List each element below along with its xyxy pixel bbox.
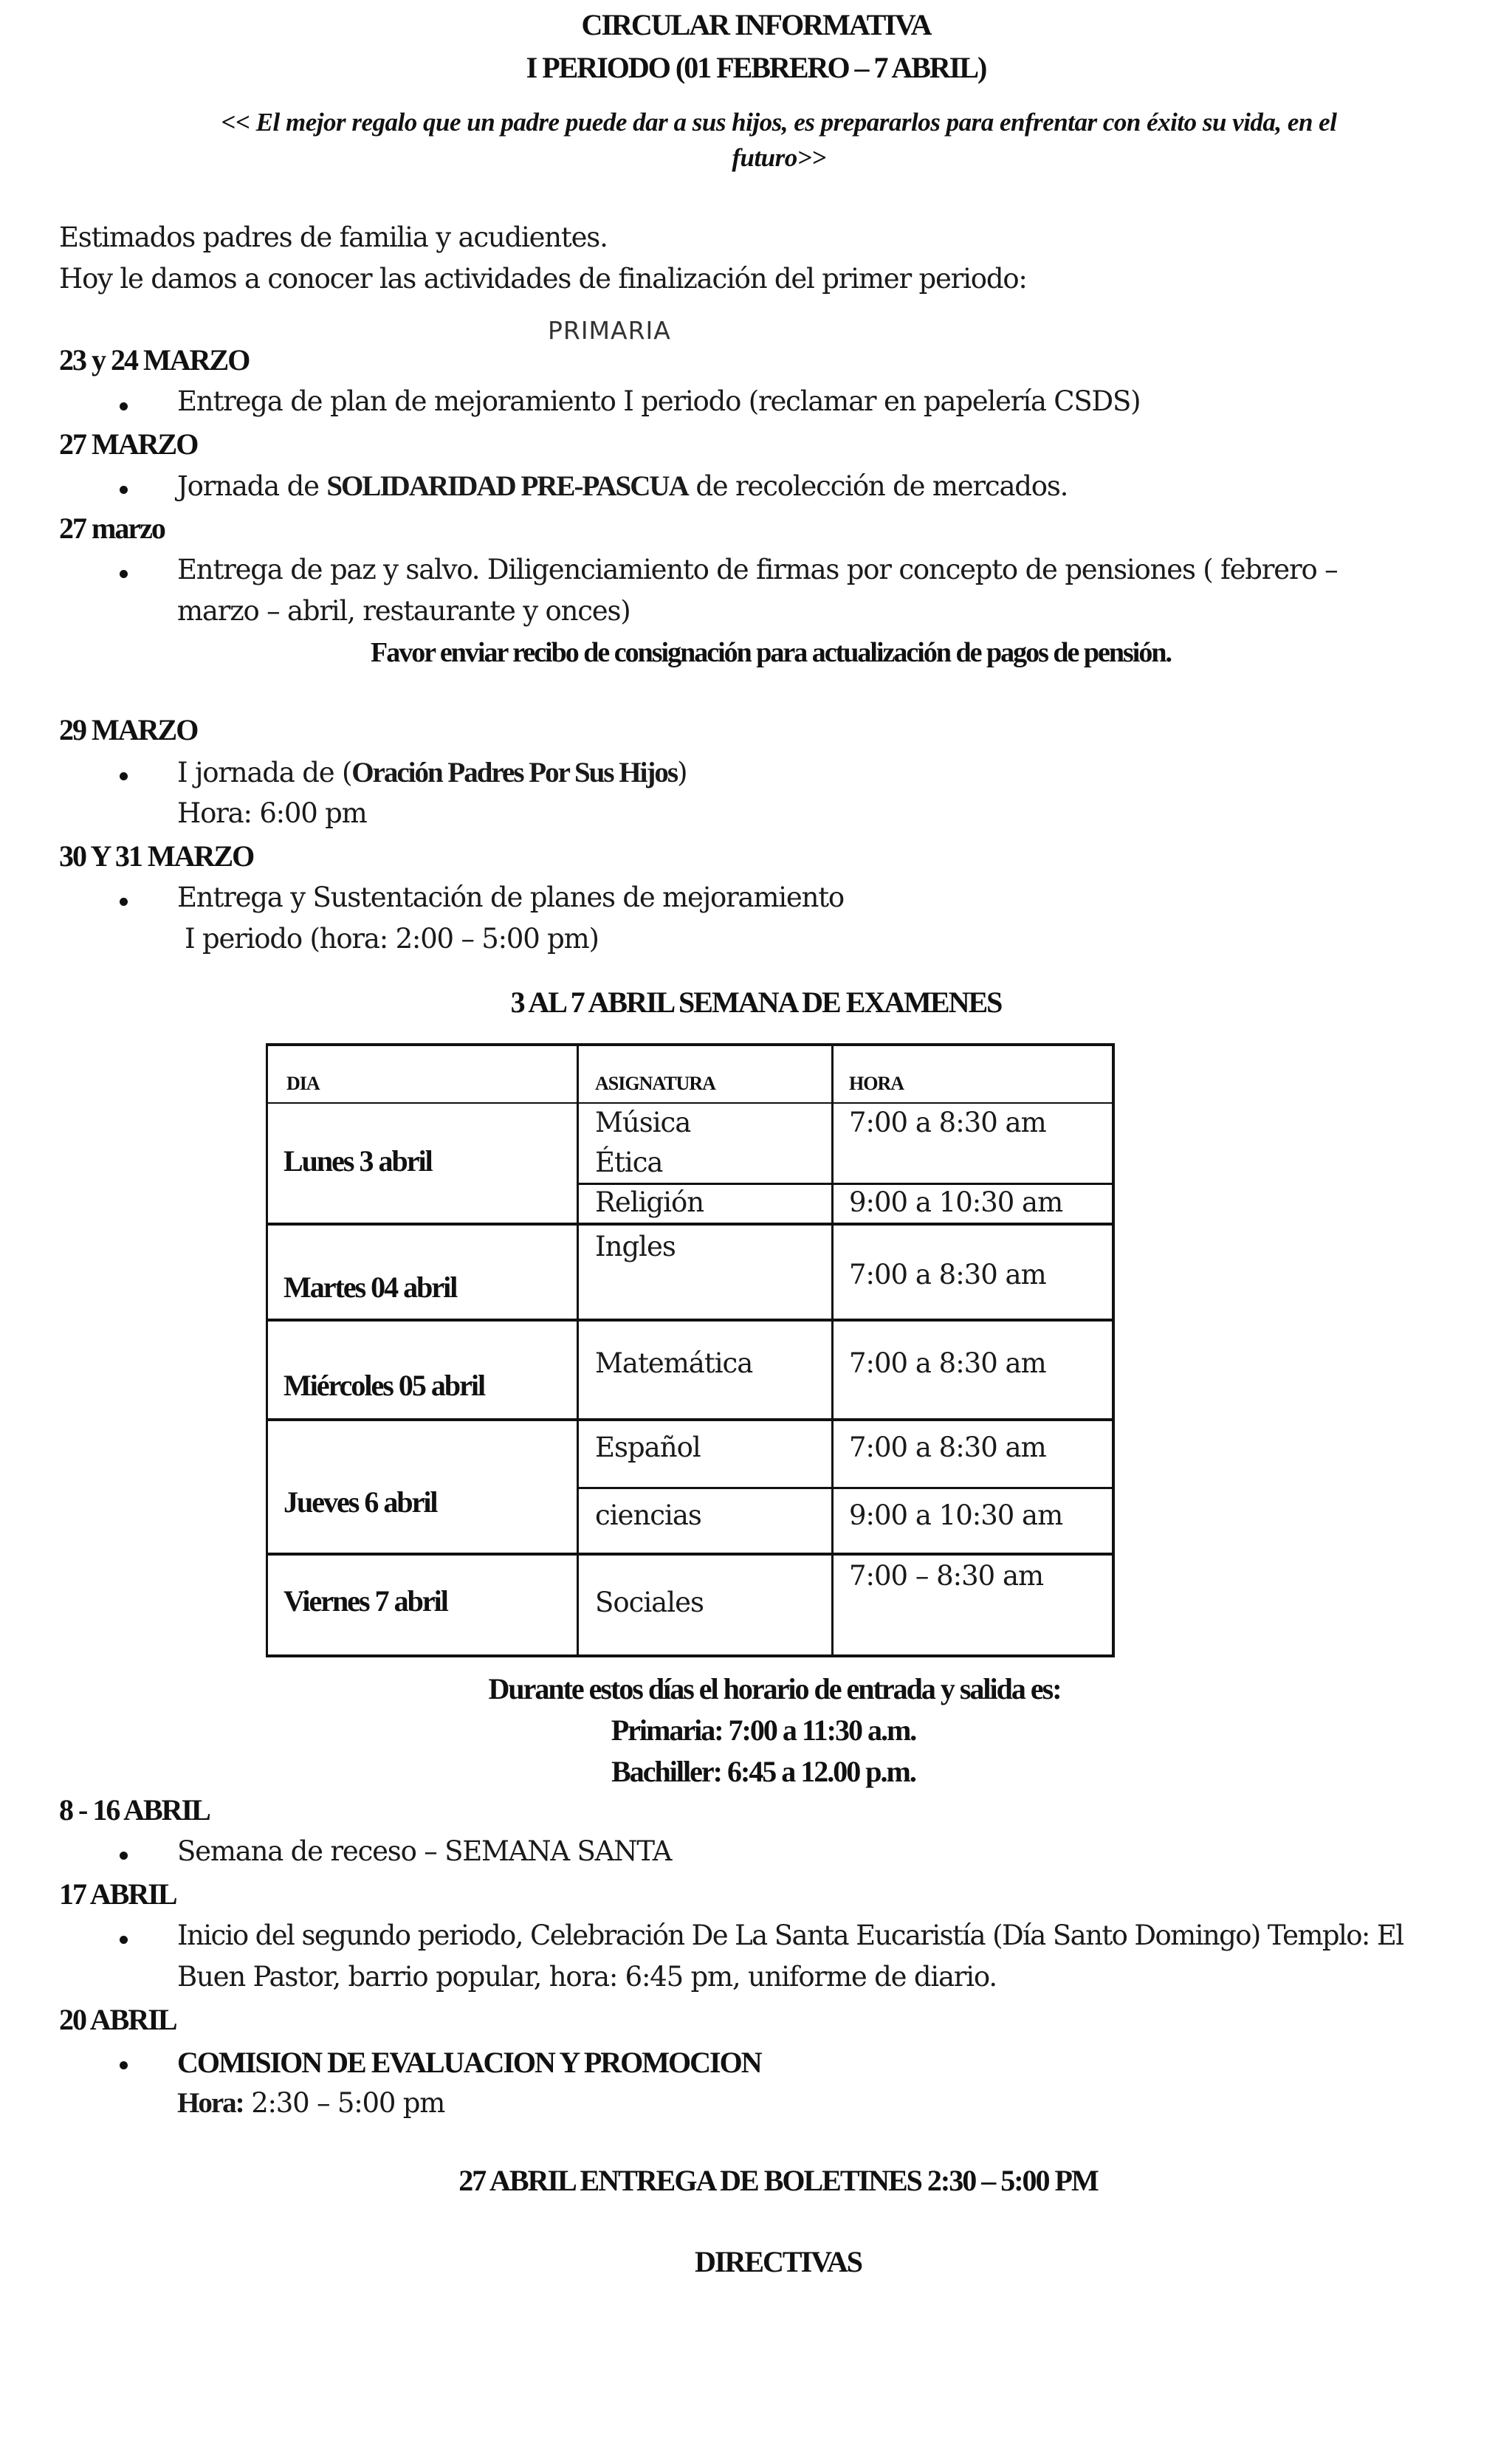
event-item: Entrega y Sustentación de planes de mejoramiento: [177, 882, 844, 913]
day-cell: Martes 04 abril: [284, 1271, 457, 1304]
bullet-icon: [120, 898, 128, 906]
date-heading: 17 ABRIL: [59, 1877, 176, 1911]
exam-schedule-table: [266, 1043, 1115, 1657]
item-text: ): [677, 757, 687, 788]
event-item-cont: Buen Pastor, barrio popular, hora: 6:45 pm, uniforme de diario.: [177, 1961, 997, 1993]
date-heading: 30 Y 31 MARZO: [59, 839, 254, 873]
item-text: I jornada de (: [177, 757, 352, 788]
exams-title: 3 AL 7 ABRIL SEMANA DE EXAMENES: [510, 986, 1002, 1019]
schedule-title: Durante estos días el horario de entrada y salida es:: [488, 1672, 1061, 1705]
schedule-bachiller: Bachiller: 6:45 a 12.00 p.m.: [611, 1755, 915, 1788]
subject-cell: Español: [595, 1432, 701, 1463]
payment-note: Favor enviar recibo de consignación para actualización de pagos de pensión.: [371, 637, 1171, 668]
date-heading: 27 marzo: [59, 512, 165, 545]
motto-line-2: futuro>>: [732, 143, 826, 172]
table-rule: [831, 1043, 834, 1657]
day-cell: Viernes 7 abril: [284, 1584, 447, 1618]
hour-cell: 7:00 – 8:30 am: [849, 1560, 1044, 1592]
subject-cell: Religión: [595, 1186, 704, 1218]
subject-cell: Ética: [595, 1147, 663, 1178]
event-item-cont: I periodo (hora: 2:00 – 5:00 pm): [185, 923, 599, 955]
bullet-icon: [120, 486, 128, 494]
table-border: [1112, 1043, 1115, 1657]
date-heading: 27 MARZO: [59, 427, 198, 461]
table-border: [266, 1043, 268, 1657]
table-rule: [266, 1319, 1115, 1322]
event-hour: [177, 2086, 444, 2120]
bullet-icon: [120, 2061, 128, 2069]
schedule-primaria: Primaria: 7:00 a 11:30 a.m.: [611, 1714, 916, 1747]
header-hour: HORA: [849, 1073, 904, 1094]
bullet-icon: [120, 402, 128, 410]
subject-cell: Matemática: [595, 1347, 753, 1379]
event-item: Semana de receso – SEMANA SANTA: [177, 1835, 672, 1867]
signature: DIRECTIVAS: [694, 2245, 862, 2278]
date-heading: 20 ABRIL: [59, 2003, 176, 2036]
hour-cell: 7:00 a 8:30 am: [849, 1432, 1046, 1463]
day-cell: Jueves 6 abril: [284, 1485, 437, 1519]
event-item: Entrega de paz y salvo. Diligenciamiento de firmas por concepto de pensiones ( febrero –: [177, 554, 1338, 585]
section-primaria: PRIMARIA: [548, 316, 671, 345]
boletines-notice: 27 ABRIL ENTREGA DE BOLETINES 2:30 – 5:00 PM: [458, 2164, 1098, 2197]
subject-cell: Ingles: [595, 1231, 676, 1262]
circular-title: CIRCULAR INFORMATIVA: [581, 8, 931, 41]
event-item: Inicio del segundo periodo, Celebración De La Santa Eucaristía (Día Santo Domingo) Templo: El: [177, 1920, 1403, 1951]
period-title: I PERIODO (01 FEBRERO – 7 ABRIL): [526, 51, 986, 84]
table-border: [266, 1654, 1115, 1657]
date-heading: 23 y 24 MARZO: [59, 343, 250, 377]
event-item: [177, 470, 1068, 503]
table-rule: [266, 1553, 1115, 1556]
header-subject: ASIGNATURA: [595, 1073, 715, 1094]
subject-cell: Sociales: [595, 1587, 704, 1618]
hour-value: 2:30 – 5:00 pm: [251, 2087, 445, 2119]
item-bold-text: SOLIDARIDAD PRE-PASCUA: [326, 470, 688, 502]
item-text: de recolección de mercados.: [695, 470, 1068, 502]
table-border: [266, 1043, 1115, 1046]
header-day: DIA: [286, 1073, 320, 1094]
event-item: Entrega de plan de mejoramiento I periodo (reclamar en papelería CSDS): [177, 385, 1141, 417]
motto-line-1: << El mejor regalo que un padre puede dar a sus hijos, es prepararlos para enfrentar con éxito su vida, en el: [221, 108, 1337, 137]
hour-cell: 7:00 a 8:30 am: [849, 1347, 1046, 1379]
intro-text: Hoy le damos a conocer las actividades de finalización del primer periodo:: [59, 263, 1027, 295]
table-rule: [577, 1043, 579, 1657]
item-text: Jornada de: [177, 470, 319, 502]
greeting: Estimados padres de familia y acudientes.: [59, 221, 608, 253]
bullet-icon: [120, 1936, 128, 1944]
hour-cell: 7:00 a 8:30 am: [849, 1259, 1046, 1291]
date-heading: 29 MARZO: [59, 713, 198, 746]
table-rule: [266, 1223, 1115, 1226]
event-item: COMISION DE EVALUACION Y PROMOCION: [177, 2046, 761, 2079]
table-rule: [578, 1183, 1115, 1185]
item-bold-text: Oración Padres Por Sus Hijos: [351, 757, 678, 788]
hour-label: Hora:: [177, 2087, 244, 2119]
day-cell: Lunes 3 abril: [284, 1144, 432, 1178]
date-heading: 8 - 16 ABRIL: [59, 1793, 210, 1826]
table-rule: [266, 1102, 1115, 1104]
subject-cell: Música: [595, 1107, 691, 1138]
subject-cell: ciencias: [595, 1499, 701, 1531]
hour-cell: 7:00 a 8:30 am: [849, 1107, 1046, 1138]
hour-cell: 9:00 a 10:30 am: [849, 1499, 1063, 1531]
event-item-cont: marzo – abril, restaurante y onces): [177, 595, 630, 627]
table-rule: [266, 1418, 1115, 1421]
motto: [59, 105, 1499, 176]
event-hour: Hora: 6:00 pm: [177, 797, 367, 829]
hour-cell: 9:00 a 10:30 am: [849, 1186, 1063, 1218]
bullet-icon: [120, 772, 128, 780]
table-rule: [578, 1487, 1115, 1489]
event-item: [177, 756, 687, 789]
bullet-icon: [120, 570, 128, 578]
bullet-icon: [120, 1852, 128, 1860]
day-cell: Miércoles 05 abril: [284, 1369, 485, 1402]
